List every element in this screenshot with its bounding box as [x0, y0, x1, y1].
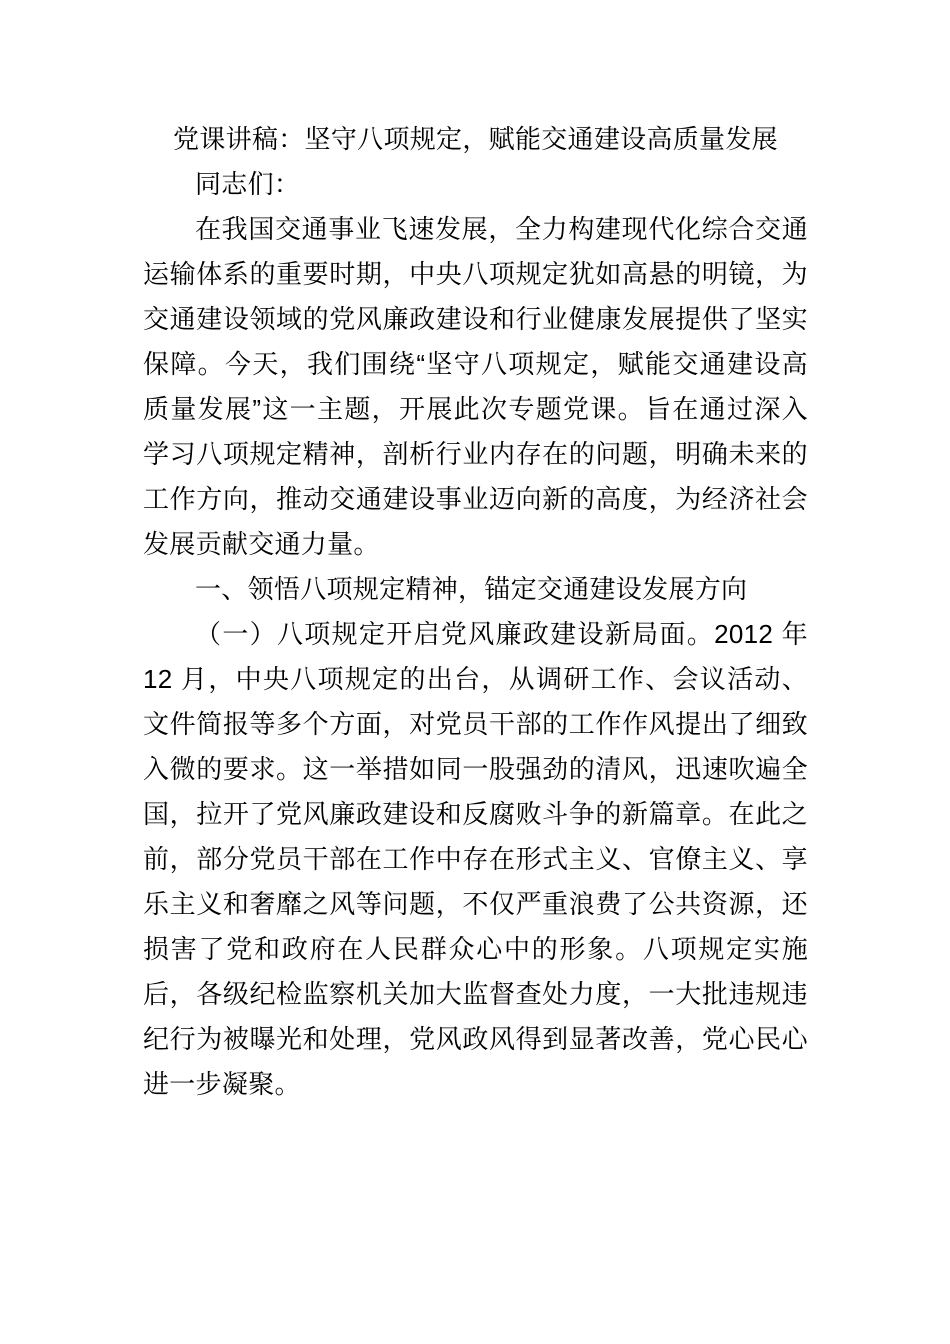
document-title: 党课讲稿：坚守八项规定，赋能交通建设高质量发展	[173, 124, 778, 154]
paragraph-section-1: （一）八项规定开启党风廉政建设新局面。2012 年 12 月，中央八项规定的出台，从调研工作、会议活动、文件简报等多个方面，对党员干部的工作作风提出了细致入微的要求。这一举措如同一股强劲的清风，迅速吹遍全国，拉开了党风廉政建设和反腐败斗争的新篇章。在此之前，部分党员干部在工作中存在形式主义、官僚主义、享乐主义和奢靡之风等问题，不仅严重浪费了公共资源，还损害了党和政府在人民群众心中的形象。八项规定实施后，各级纪检监察机关加大监督查处力度，一大批违规违纪行为被曝光和处理，党风政风得到显著改善，党心民心进一步凝聚。	[143, 619, 808, 1099]
section-heading-1: 一、领悟八项规定精神，锚定交通建设发展方向	[195, 574, 748, 604]
document-content	[143, 117, 808, 1107]
salutation: 同志们：	[195, 169, 301, 199]
paragraph-intro: 在我国交通事业飞速发展，全力构建现代化综合交通运输体系的重要时期，中央八项规定犹如高悬的明镜，为交通建设领域的党风廉政建设和行业健康发展提供了坚实保障。今天，我们围绕“坚守八项规定，赋能交通建设高质量发展”这一主题，开展此次专题党课。旨在通过深入学习八项规定精神，剖析行业内存在的问题，明确未来的工作方向，推动交通建设事业迈向新的高度，为经济社会发展贡献交通力量。	[143, 214, 808, 559]
